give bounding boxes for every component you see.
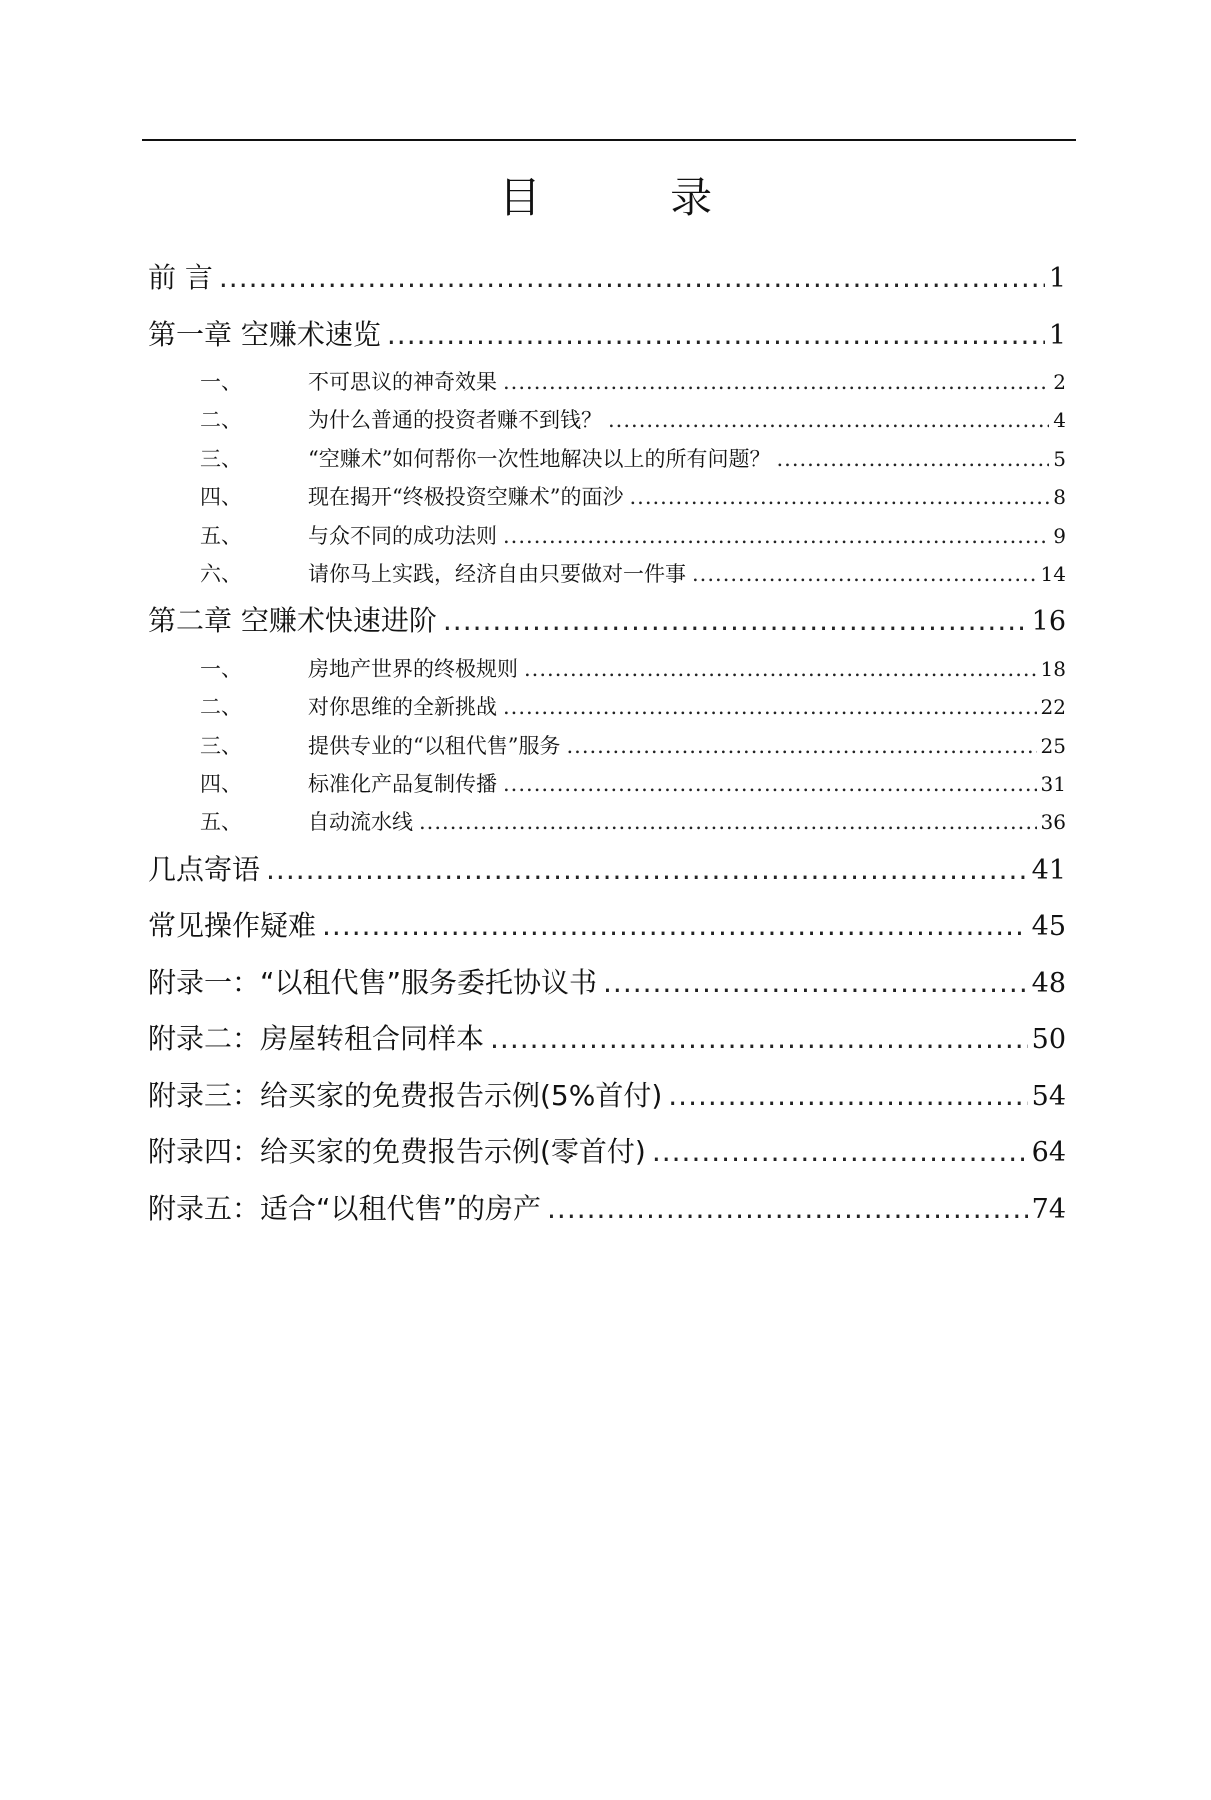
page-number: 64 [1031,1137,1066,1169]
toc-entry[interactable] [148,1011,1066,1068]
page-number: 18 [1040,656,1066,681]
dot-leader [524,650,1037,688]
toc-subentry[interactable] [148,727,1066,765]
toc-subentry[interactable] [148,555,1066,593]
page-number: 4 [1053,408,1066,433]
toc-entry[interactable] [148,1068,1066,1125]
page-number: 1 [1048,263,1066,294]
toc-entry[interactable] [148,1124,1066,1181]
entry-label: 前 言 [148,261,213,294]
entry-number: 三、 [200,733,242,758]
toc-entry[interactable] [148,1181,1066,1238]
dot-leader [608,401,1049,439]
dot-leader [419,803,1037,841]
entry-label: 房地产世界的终极规则 [308,656,518,681]
toc-subentry[interactable] [148,363,1066,401]
toc-entry[interactable] [148,250,1066,307]
dot-leader [603,955,1028,1012]
page-number: 16 [1031,606,1066,638]
page-number: 2 [1053,370,1066,394]
toc-subentry[interactable] [148,478,1066,516]
toc-entry[interactable] [148,593,1066,650]
toc-entry[interactable] [148,955,1066,1012]
page-number: 50 [1031,1024,1066,1056]
entry-label: 现在揭开“终极投资空赚术”的面沙 [308,485,624,510]
page-number: 9 [1053,523,1066,548]
entry-label: 为什么普通的投资者赚不到钱？ [308,408,602,433]
dot-leader [503,363,1049,401]
page-number: 8 [1053,485,1066,510]
entry-label: 第二章 空赚术快速进阶 [148,604,437,638]
entry-number: 二、 [200,695,242,720]
entry-number: 三、 [200,446,242,471]
entry-label: 附录一：“以租代售”服务委托协议书 [148,965,598,999]
page-number: 22 [1040,695,1066,720]
page-number: 25 [1040,733,1066,758]
entry-label: 不可思议的神奇效果 [308,370,497,394]
toc-entry[interactable] [148,898,1066,955]
toc-entry[interactable] [148,842,1066,899]
entry-number: 五、 [200,523,242,548]
entry-label: 标准化产品复制传播 [308,772,497,797]
dot-leader [322,898,1028,955]
page-number: 54 [1031,1080,1066,1112]
entry-number: 二、 [200,408,242,433]
page-number: 31 [1040,772,1066,797]
entry-number: 四、 [200,485,242,510]
entry-number: 一、 [200,656,242,681]
entry-label: 附录五：适合“以租代售”的房产 [148,1191,542,1225]
dot-leader [387,307,1045,364]
entry-label: 几点寄语 [148,852,261,886]
dot-leader [629,478,1049,516]
page-number: 36 [1040,810,1066,835]
toc-subentry[interactable] [148,803,1066,841]
entry-number: 一、 [200,370,242,394]
page-number: 1 [1048,319,1066,351]
page-number: 74 [1031,1193,1066,1225]
entry-label: “空赚术”如何帮你一次性地解决以上的所有问题？ [308,446,771,471]
top-rule [142,139,1076,141]
toc-subentry[interactable] [148,401,1066,439]
entry-label: 附录二：房屋转租合同样本 [148,1022,485,1056]
dot-leader [668,1068,1027,1125]
page-number: 5 [1053,446,1066,471]
dot-leader [443,593,1028,650]
dot-leader [692,555,1037,593]
entry-number: 五、 [200,810,242,835]
entry-label: 提供专业的“以租代售”服务 [308,733,561,758]
toc-subentry[interactable] [148,688,1066,726]
toc-subentry[interactable] [148,650,1066,688]
page-number: 41 [1031,854,1066,886]
dot-leader [776,440,1049,478]
dot-leader [490,1011,1028,1068]
toc-subentry[interactable] [148,765,1066,803]
entry-label: 对你思维的全新挑战 [308,695,497,720]
toc-subentry[interactable] [148,440,1066,478]
page-number: 48 [1031,967,1066,999]
entry-number: 四、 [200,772,242,797]
page-number: 45 [1031,911,1066,943]
entry-label: 附录三：给买家的免费报告示例(5%首付) [148,1078,663,1112]
toc-subentry[interactable] [148,517,1066,555]
toc-entry[interactable] [148,307,1066,364]
dot-leader [503,688,1037,726]
entry-label: 请你马上实践，经济自由只要做对一件事 [308,561,686,586]
page-title: 目 录 [498,173,771,222]
entry-label: 与众不同的成功法则 [308,523,497,548]
entry-label: 第一章 空赚术速览 [148,317,381,351]
dot-leader [652,1124,1028,1181]
dot-leader [503,765,1037,803]
table-of-contents [148,250,1066,1237]
entry-label: 自动流水线 [308,810,413,835]
dot-leader [503,517,1049,555]
dot-leader [219,250,1045,307]
page-number: 14 [1040,561,1066,586]
dot-leader [566,727,1036,765]
entry-label: 附录四：给买家的免费报告示例(零首付) [148,1135,646,1169]
dot-leader [266,842,1028,899]
entry-label: 常见操作疑难 [148,909,317,943]
entry-number: 六、 [200,561,242,586]
dot-leader [547,1181,1028,1238]
